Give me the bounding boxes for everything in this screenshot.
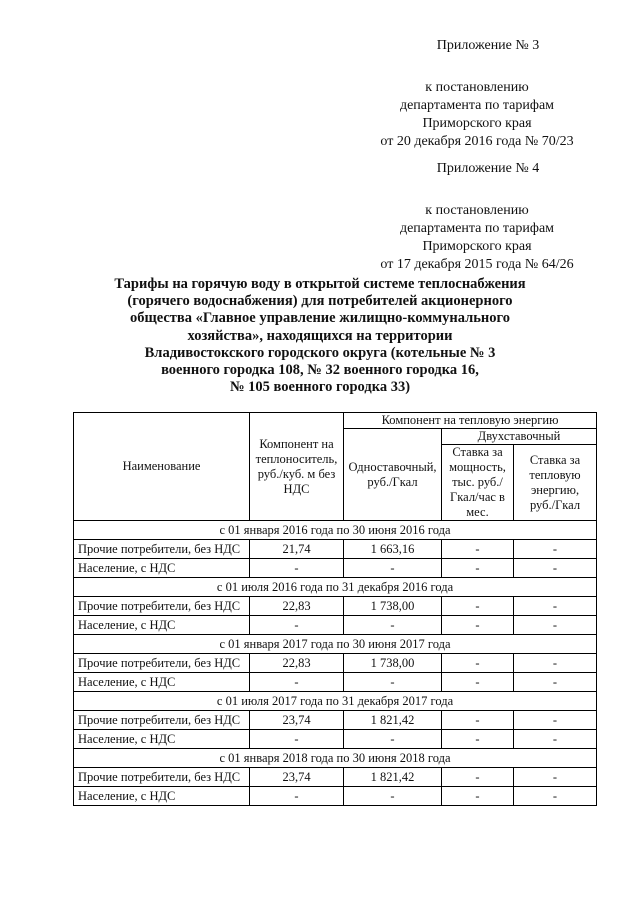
single-rate-value: - xyxy=(344,787,442,806)
table-row xyxy=(74,673,597,692)
carrier-value: - xyxy=(250,730,344,749)
consumer-name: Население, с НДС xyxy=(74,673,250,692)
heading-line: военного городка 108, № 32 военного городка 16, xyxy=(161,362,479,379)
appendix-3-block xyxy=(362,37,592,151)
energy-rate-value: - xyxy=(514,597,597,616)
header-heat-group: Компонент на тепловую энергию xyxy=(344,413,597,429)
header-two-rate: Двухставочный xyxy=(442,429,597,445)
single-rate-value: 1 821,42 xyxy=(344,768,442,787)
capacity-rate-value: - xyxy=(442,787,514,806)
carrier-value: 23,74 xyxy=(250,711,344,730)
heading-line: Владивостокского городского округа (котельные № 3 xyxy=(144,344,496,361)
appendix-3-line: от 20 декабря 2016 года № 70/23 xyxy=(380,134,574,149)
appendix-4-line: Приморского края xyxy=(422,239,532,254)
capacity-rate-value: - xyxy=(442,768,514,787)
capacity-rate-value: - xyxy=(442,654,514,673)
table-row xyxy=(74,540,597,559)
consumer-name: Население, с НДС xyxy=(74,559,250,578)
heading-line: хозяйства», находящихся на территории xyxy=(187,327,453,344)
appendix-4-line: к постановлению xyxy=(425,203,529,218)
capacity-rate-value: - xyxy=(442,540,514,559)
table-row xyxy=(74,616,597,635)
header-carrier: Компонент на теплоноситель, руб./куб. м без НДС xyxy=(250,413,344,521)
single-rate-value: 1 821,42 xyxy=(344,711,442,730)
appendix-4-line: департамента по тарифам xyxy=(399,221,555,236)
carrier-value: 22,83 xyxy=(250,597,344,616)
energy-rate-value: - xyxy=(514,559,597,578)
header-name: Наименование xyxy=(74,413,250,521)
document-heading xyxy=(100,276,540,396)
capacity-rate-value: - xyxy=(442,616,514,635)
table-row xyxy=(74,654,597,673)
energy-rate-value: - xyxy=(514,673,597,692)
single-rate-value: - xyxy=(344,559,442,578)
consumer-name: Прочие потребители, без НДС xyxy=(74,540,250,559)
capacity-rate-value: - xyxy=(442,559,514,578)
carrier-value: - xyxy=(250,616,344,635)
energy-rate-value: - xyxy=(514,768,597,787)
consumer-name: Население, с НДС xyxy=(74,787,250,806)
tariffs-table xyxy=(73,412,597,806)
header-capacity-rate: Ставка за мощность, тыс. руб./Гкал/час в мес. xyxy=(442,445,514,521)
table-row xyxy=(74,711,597,730)
heading-line: Тарифы на горячую воду в открытой системе теплоснабжения xyxy=(114,276,526,292)
energy-rate-value: - xyxy=(514,654,597,673)
appendix-4-line: от 17 декабря 2015 года № 64/26 xyxy=(380,257,574,272)
appendix-4-title: Приложение № 4 xyxy=(436,161,540,176)
table-row xyxy=(74,787,597,806)
energy-rate-value: - xyxy=(514,711,597,730)
appendix-4-block xyxy=(362,160,592,274)
single-rate-value: - xyxy=(344,673,442,692)
heading-line: (горячего водоснабжения) для потребителей акционерного xyxy=(127,293,513,310)
single-rate-value: - xyxy=(344,616,442,635)
consumer-name: Прочие потребители, без НДС xyxy=(74,654,250,673)
period-row: с 01 июля 2016 года по 31 декабря 2016 года xyxy=(74,578,597,597)
capacity-rate-value: - xyxy=(442,730,514,749)
carrier-value: 22,83 xyxy=(250,654,344,673)
carrier-value: - xyxy=(250,673,344,692)
energy-rate-value: - xyxy=(514,787,597,806)
appendix-3-line: к постановлению xyxy=(425,80,529,95)
carrier-value: 21,74 xyxy=(250,540,344,559)
consumer-name: Прочие потребители, без НДС xyxy=(74,711,250,730)
period-row: с 01 января 2018 года по 30 июня 2018 года xyxy=(74,749,597,768)
carrier-value: - xyxy=(250,787,344,806)
heading-line: общества «Главное управление жилищно-коммунального xyxy=(129,310,511,327)
table-row xyxy=(74,730,597,749)
single-rate-value: 1 738,00 xyxy=(344,654,442,673)
capacity-rate-value: - xyxy=(442,711,514,730)
single-rate-value: - xyxy=(344,730,442,749)
table-row xyxy=(74,768,597,787)
energy-rate-value: - xyxy=(514,616,597,635)
header-single-rate: Одноставочный, руб./Гкал xyxy=(344,429,442,521)
consumer-name: Население, с НДС xyxy=(74,730,250,749)
energy-rate-value: - xyxy=(514,540,597,559)
period-row: с 01 января 2017 года по 30 июня 2017 года xyxy=(74,635,597,654)
capacity-rate-value: - xyxy=(442,597,514,616)
capacity-rate-value: - xyxy=(442,673,514,692)
heading-line: № 105 военного городка 33) xyxy=(229,379,411,396)
appendix-3-title: Приложение № 3 xyxy=(436,38,540,53)
carrier-value: - xyxy=(250,559,344,578)
single-rate-value: 1 663,16 xyxy=(344,540,442,559)
table-row xyxy=(74,597,597,616)
energy-rate-value: - xyxy=(514,730,597,749)
table-row xyxy=(74,559,597,578)
consumer-name: Прочие потребители, без НДС xyxy=(74,768,250,787)
header-energy-rate: Ставка за тепловую энергию, руб./Гкал xyxy=(514,445,597,521)
consumer-name: Прочие потребители, без НДС xyxy=(74,597,250,616)
consumer-name: Население, с НДС xyxy=(74,616,250,635)
period-row: с 01 января 2016 года по 30 июня 2016 года xyxy=(74,521,597,540)
single-rate-value: 1 738,00 xyxy=(344,597,442,616)
carrier-value: 23,74 xyxy=(250,768,344,787)
period-row: с 01 июля 2017 года по 31 декабря 2017 года xyxy=(74,692,597,711)
appendix-3-line: департамента по тарифам xyxy=(399,98,555,113)
appendix-3-line: Приморского края xyxy=(422,116,532,131)
